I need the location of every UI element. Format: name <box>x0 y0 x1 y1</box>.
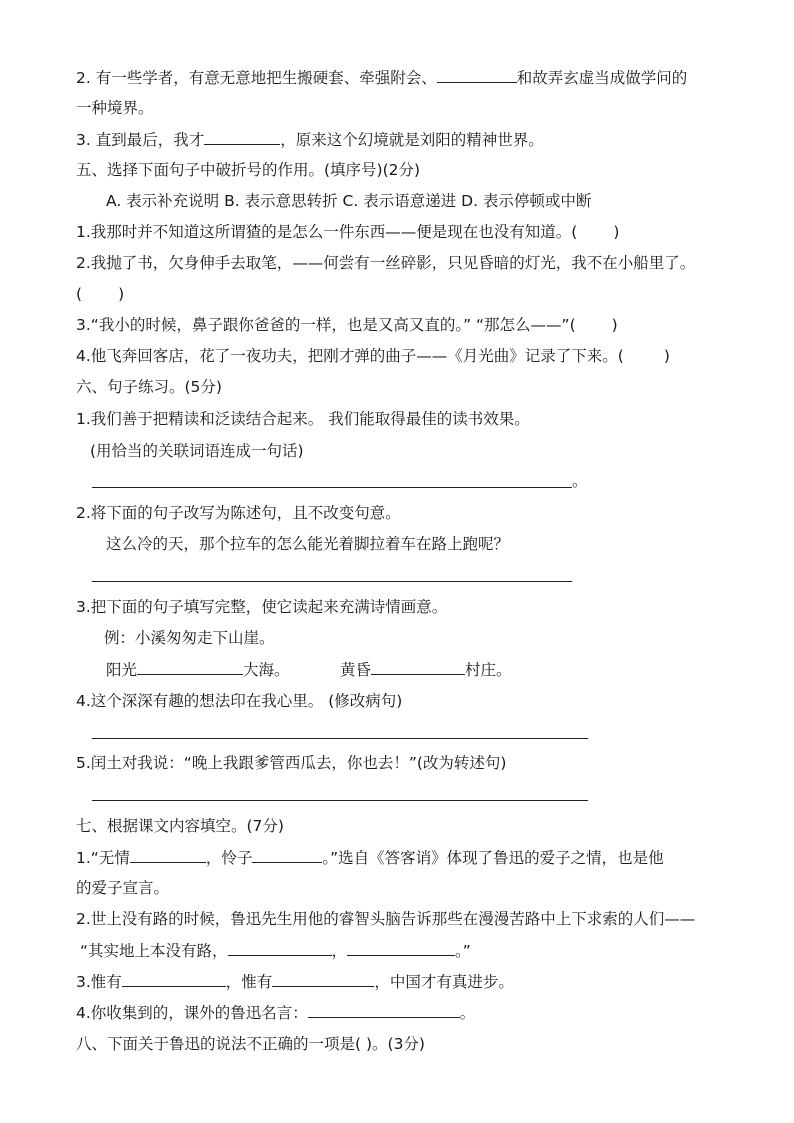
section-6-q5: 5.闰土对我说：“晚上我跟爹管西瓜去，你也去！”(改为转述句) <box>76 754 507 772</box>
answer-blank[interactable] <box>137 658 243 675</box>
answer-blank[interactable] <box>308 1001 460 1018</box>
close-paren: ) <box>663 347 670 365</box>
section-5-item-3 <box>76 314 618 336</box>
section-7-heading: 七、根据课文内容填空。(7分) <box>76 817 284 835</box>
fill-text: 。” <box>455 942 471 960</box>
section-7-q1-cont: 的爱子宣言。 <box>76 879 170 897</box>
fill-text: 4.你收集到的，课外的鲁迅名言： <box>76 1004 308 1022</box>
section-5-heading: 五、选择下面句子中破折号的作用。(填序号)(2分) <box>76 161 421 179</box>
answer-blank[interactable] <box>347 939 455 956</box>
section-5-options: A. 表示补充说明 B. 表示意思转折 C. 表示语意递进 D. 表示停顿或中断 <box>106 192 592 210</box>
section-6-heading: 六、句子练习。(5分) <box>76 378 222 396</box>
answer-blank[interactable] <box>204 128 280 145</box>
section-7-q1 <box>76 846 664 869</box>
close-paren: ) <box>611 316 618 334</box>
section-7-q2-fill <box>80 939 471 962</box>
answer-line[interactable] <box>92 487 572 488</box>
section-6-q3: 3.把下面的句子填写完整，使它读起来充满诗情画意。 <box>76 598 448 616</box>
period-mark: 。 <box>572 472 588 490</box>
answer-line[interactable] <box>92 738 588 739</box>
question-2-text-end: 和故弄玄虚当成做学问的 <box>516 69 688 87</box>
section-8-heading: 八、下面关于鲁迅的说法不正确的一项是( )。(3分) <box>76 1035 425 1053</box>
item-text: 4.他飞奔回客店，花了一夜功夫，把刚才弹的曲子——《月光曲》记录了下来。( <box>76 347 624 365</box>
fill-text: ，怜子 <box>205 849 253 867</box>
answer-line[interactable] <box>92 581 572 582</box>
fill-text: 阳光 <box>106 661 138 679</box>
answer-blank[interactable] <box>371 658 465 675</box>
answer-line[interactable] <box>92 800 588 801</box>
answer-blank[interactable] <box>272 970 374 987</box>
section-5-item-1 <box>76 221 619 243</box>
fill-text: 村庄。 <box>465 661 512 679</box>
section-7-q4 <box>76 1001 475 1024</box>
section-6-q1-hint: (用恰当的关联词语连成一句话) <box>90 442 304 460</box>
section-6-q3-fill-a <box>106 658 290 681</box>
fill-text: 。”选自《答客诮》体现了鲁迅的爱子之情，也是他 <box>322 849 664 867</box>
close-paren: ) <box>118 285 125 303</box>
item-text: 1.我那时并不知道这所谓猹的是怎么一件东西——便是现在也没有知道。( <box>76 223 578 241</box>
question-3-text-end: ，原来这个幻境就是刘阳的精神世界。 <box>280 131 544 149</box>
item-text: 3.“我小的时候，鼻子跟你爸爸的一样，也是又高又直的。” “那怎么——”( <box>76 316 576 334</box>
section-6-q2: 2.将下面的句子改写为陈述句，且不改变句意。 <box>76 504 401 522</box>
fill-text: ，中国才有真进步。 <box>374 973 514 991</box>
answer-blank[interactable] <box>130 846 206 863</box>
fill-text: 。 <box>459 1004 476 1022</box>
fill-text: ，惟有 <box>225 973 273 991</box>
fill-text: 3.惟有 <box>76 973 122 991</box>
section-6-q1: 1.我们善于把精读和泛读结合起来。 我们能取得最佳的读书效果。 <box>76 410 530 428</box>
question-3-line <box>76 128 544 151</box>
fill-text: 黄昏 <box>340 661 372 679</box>
answer-blank[interactable] <box>122 970 226 987</box>
section-5-item-2: 2.我抛了书，欠身伸手去取笔，——何尝有一丝碎影，只见昏暗的灯光，我不在小船里了。 <box>76 254 696 272</box>
answer-blank[interactable] <box>252 846 322 863</box>
section-7-q3 <box>76 970 514 993</box>
section-6-q3-fill-b <box>340 658 512 681</box>
section-6-q4: 4.这个深深有趣的想法印在我心里。 (修改病句) <box>76 692 403 710</box>
fill-text: 1.“无情 <box>76 849 130 867</box>
question-2-continuation: 一种境界。 <box>76 99 154 117</box>
answer-blank[interactable] <box>228 939 332 956</box>
question-2-line <box>76 66 687 89</box>
open-paren: ( <box>76 285 83 303</box>
fill-text: 大海。 <box>243 661 290 679</box>
question-2-text: 2. 有一些学者，有意无意地把生搬硬套、牵强附会、 <box>76 69 437 87</box>
fill-text: ， <box>331 942 348 960</box>
section-6-q2-sentence: 这么冷的天，那个拉车的怎么能光着脚拉着车在路上跑呢？ <box>106 535 510 553</box>
question-3-text: 3. 直到最后，我才 <box>76 131 205 149</box>
section-5-item-4 <box>76 345 670 367</box>
section-5-item-2-answer[interactable] <box>76 283 124 305</box>
section-6-q3-example: 例：小溪匆匆走下山崖。 <box>104 629 275 647</box>
close-paren: ) <box>613 223 620 241</box>
answer-blank[interactable] <box>437 66 517 83</box>
fill-text: “其实地上本没有路， <box>80 942 228 960</box>
section-7-q2: 2.世上没有路的时候，鲁迅先生用他的睿智头脑告诉那些在漫漫苦路中上下求索的人们—— <box>76 910 696 928</box>
